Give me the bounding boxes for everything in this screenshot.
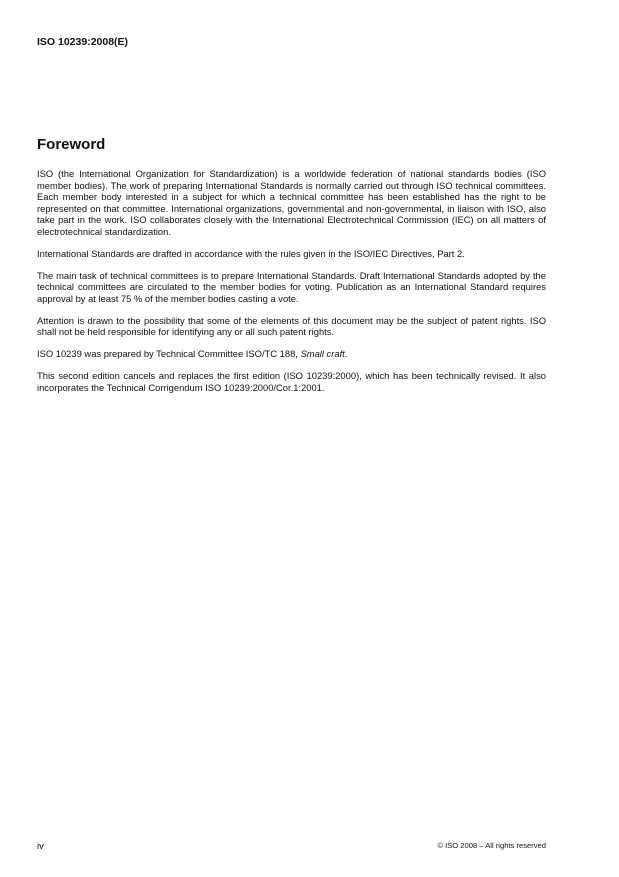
paragraph-patents: Attention is drawn to the possibility that some of the elements of this document may be the subject of patent rights. ISO shall not be held responsible for identifying any or all such patent rights. — [37, 314, 546, 337]
copyright-notice: © ISO 2008 – All rights reserved — [437, 841, 546, 850]
paragraph-committees: The main task of technical committees is to prepare International Standards. Draft International Standards adopted by the technical committees are circulated to the member bodies for voting. Publication as an International Standard requires approval by at least 75 % of the member bodies casting a vote. — [37, 269, 546, 304]
section-heading: Foreword — [37, 136, 106, 153]
page-number: iv — [37, 840, 44, 851]
foreword-body — [37, 168, 546, 404]
paragraph-drafting: International Standards are drafted in accordance with the rules given in the ISO/IEC Directives, Part 2. — [37, 247, 465, 259]
prepared-by-prefix: ISO 10239 was prepared by Technical Committee ISO/TC 188, — [37, 348, 301, 359]
paragraph-prepared-by — [37, 348, 546, 360]
document-id: ISO 10239:2008(E) — [37, 36, 129, 48]
prepared-by-suffix: . — [344, 348, 348, 359]
committee-title: Small craft — [300, 348, 345, 359]
paragraph-iso-intro: ISO (the International Organization for Standardization) is a worldwide federation of national standards bodies (ISO member bodies). The work of preparing International Standards is normally carried out through ISO technical committees. Each member body interested in a subject for which a technical committee has been established has the right to be represented on that committee. International organizations, governmental and non-governmental, in liaison with ISO, also take part in the work. ISO collaborates closely with the International Electrotechnical Commission (IEC) on all matters of electrotechnical standardization. — [37, 168, 546, 237]
paragraph-edition-note: This second edition cancels and replaces the first edition (ISO 10239:2000), which has been technically revised. It also incorporates the Technical Corrigendum ISO 10239:2000/Cor.1:2001. — [37, 370, 546, 393]
